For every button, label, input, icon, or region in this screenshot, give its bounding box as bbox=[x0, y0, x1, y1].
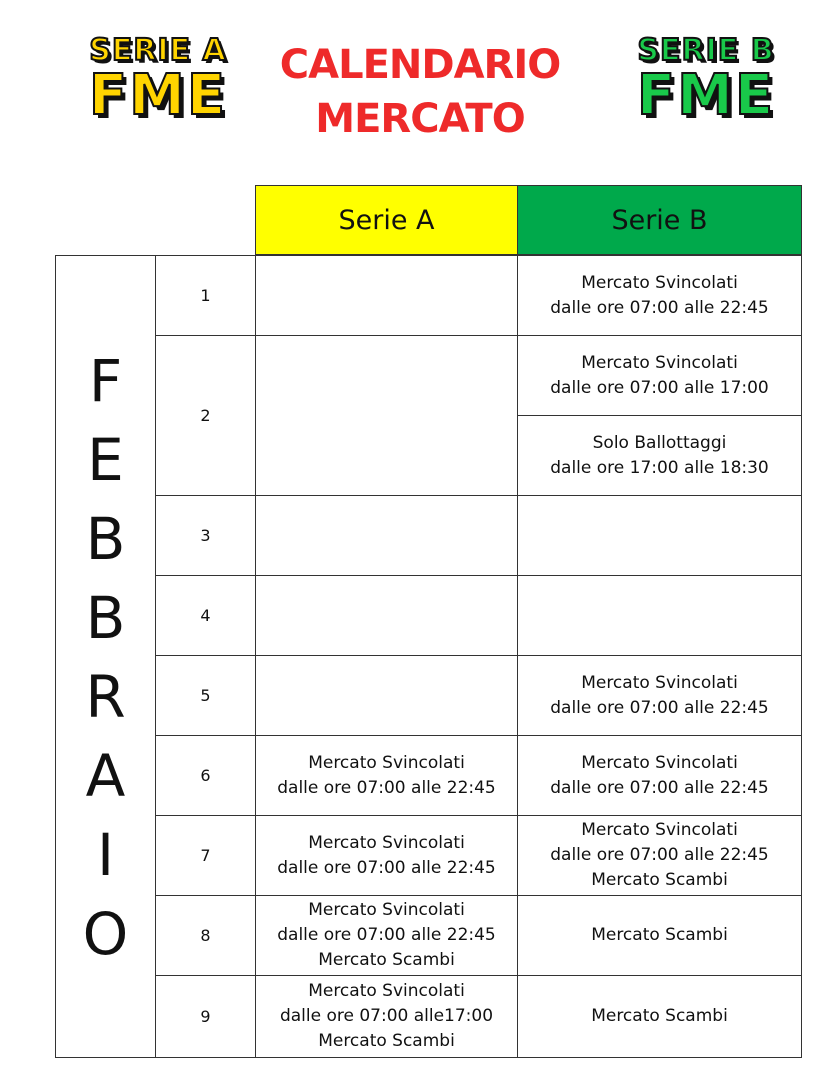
day-cell: 1 bbox=[155, 255, 256, 336]
month-letter: R bbox=[85, 662, 126, 731]
day-cell: 4 bbox=[155, 575, 256, 656]
serie-b-cell: Mercato Svincolati dalle ore 07:00 alle 17:00 bbox=[517, 335, 802, 416]
serie-a-cell bbox=[255, 255, 518, 336]
serie-b-cell: Mercato Svincolati dalle ore 07:00 alle 22:45 bbox=[517, 735, 802, 816]
serie-a-cell bbox=[255, 335, 518, 496]
serie-a-fme-logo bbox=[80, 33, 236, 130]
serie-b-cell: Solo Ballottaggi dalle ore 17:00 alle 18:30 bbox=[517, 415, 802, 496]
month-letter: F bbox=[88, 347, 123, 416]
day-cell: 5 bbox=[155, 655, 256, 736]
day-cell: 3 bbox=[155, 495, 256, 576]
day-cell: 9 bbox=[155, 975, 256, 1058]
month-letter: B bbox=[85, 505, 126, 574]
serie-a-cell bbox=[255, 655, 518, 736]
day-cell: 6 bbox=[155, 735, 256, 816]
month-letter: E bbox=[87, 426, 124, 495]
month-letter: B bbox=[85, 584, 126, 653]
serie-a-cell: Mercato Svincolati dalle ore 07:00 alle 22:45 bbox=[255, 735, 518, 816]
title-line2: MERCATO bbox=[315, 96, 525, 142]
day-cell: 2 bbox=[155, 335, 256, 496]
month-column bbox=[55, 255, 156, 1058]
day-cell: 8 bbox=[155, 895, 256, 976]
header-serie-b: Serie B bbox=[517, 185, 802, 255]
serie-b-cell: Mercato Scambi bbox=[517, 895, 802, 976]
header-serie-a: Serie A bbox=[255, 185, 518, 255]
title-line1: CALENDARIO bbox=[279, 42, 561, 88]
serie-b-cell: Mercato Svincolati dalle ore 07:00 alle 22:45 bbox=[517, 255, 802, 336]
logo-serie-a-line2: FME bbox=[88, 63, 228, 128]
serie-b-fme-logo bbox=[628, 33, 784, 130]
serie-a-cell: Mercato Svincolati dalle ore 07:00 alle 22:45 Mercato Scambi bbox=[255, 895, 518, 976]
day-cell: 7 bbox=[155, 815, 256, 896]
serie-a-cell: Mercato Svincolati dalle ore 07:00 alle17:00 Mercato Scambi bbox=[255, 975, 518, 1058]
logo-serie-b-line1: SERIE B bbox=[637, 33, 775, 68]
page-title bbox=[260, 38, 580, 146]
logo-serie-a-line1: SERIE A bbox=[89, 33, 227, 68]
serie-a-cell: Mercato Svincolati dalle ore 07:00 alle 22:45 bbox=[255, 815, 518, 896]
serie-a-cell bbox=[255, 495, 518, 576]
month-letter: O bbox=[82, 899, 129, 968]
logo-serie-b-line2: FME bbox=[636, 63, 776, 128]
serie-b-cell: Mercato Svincolati dalle ore 07:00 alle 22:45 bbox=[517, 655, 802, 736]
serie-b-cell: Mercato Svincolati dalle ore 07:00 alle 22:45 Mercato Scambi bbox=[517, 815, 802, 896]
serie-b-cell: Mercato Scambi bbox=[517, 975, 802, 1058]
serie-b-cell bbox=[517, 495, 802, 576]
month-letter: I bbox=[96, 820, 115, 889]
serie-a-cell bbox=[255, 575, 518, 656]
calendar-table bbox=[55, 255, 802, 1058]
serie-b-cell bbox=[517, 575, 802, 656]
month-letter: A bbox=[85, 741, 126, 810]
